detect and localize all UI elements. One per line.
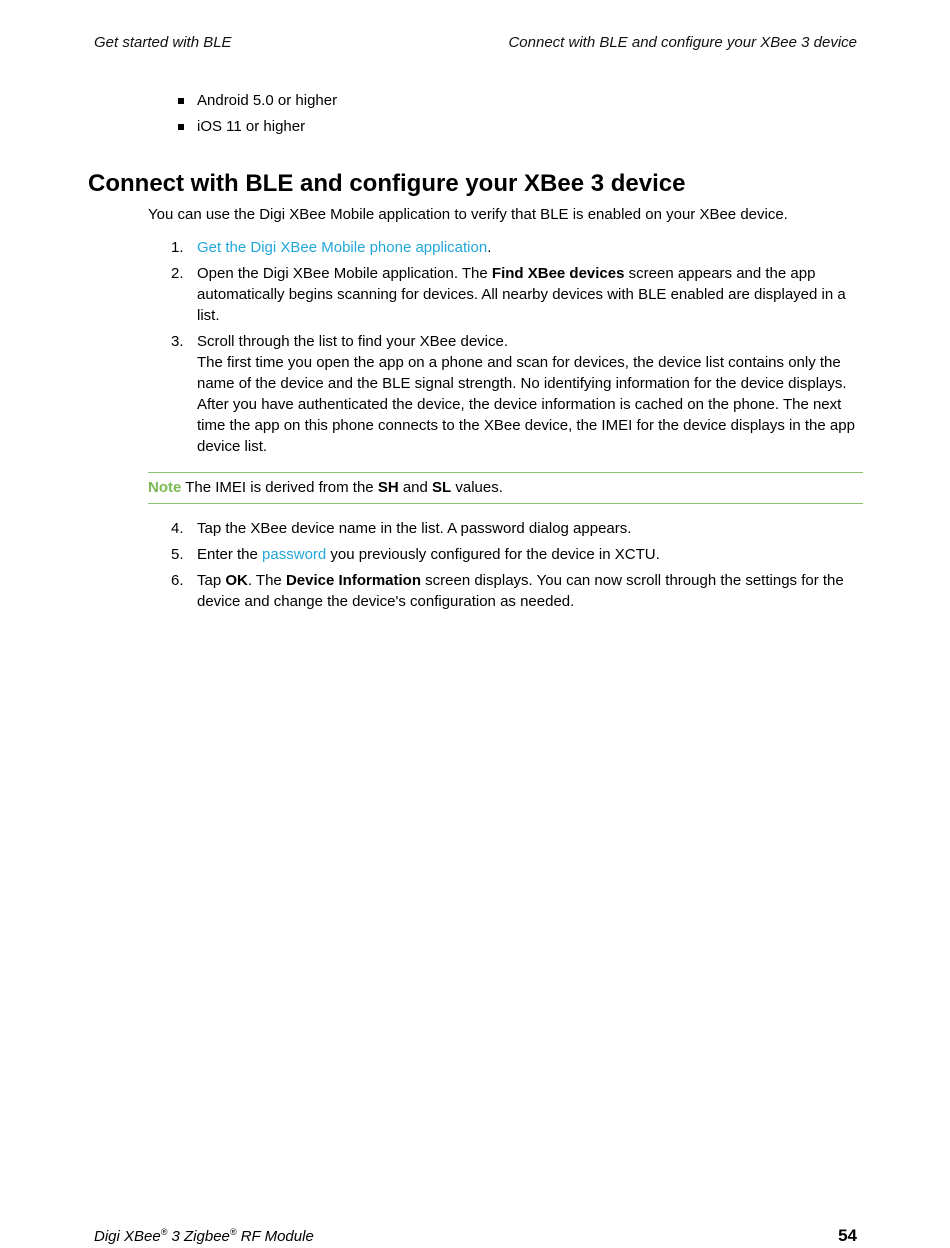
footer-text: 3 Zigbee bbox=[167, 1228, 230, 1245]
step-text: Open the Digi XBee Mobile application. The bbox=[197, 265, 492, 282]
step-text: . The bbox=[247, 572, 286, 589]
footer-text: RF Module bbox=[236, 1228, 314, 1245]
note-text: and bbox=[398, 479, 433, 496]
step-number: 4. bbox=[171, 520, 184, 537]
step-number: 3. bbox=[171, 333, 184, 350]
note-box bbox=[148, 472, 863, 504]
step-3 bbox=[148, 331, 860, 457]
step-text: Enter the bbox=[197, 546, 263, 563]
section-heading: Connect with BLE and configure your XBee 3 device bbox=[88, 170, 686, 197]
note-emphasis: SH bbox=[377, 479, 399, 496]
step-number: 1. bbox=[171, 239, 184, 256]
step-text: . bbox=[487, 239, 492, 256]
list-item: Android 5.0 or higher bbox=[174, 90, 337, 111]
page-number: 54 bbox=[838, 1226, 857, 1245]
steps-list-continued bbox=[148, 518, 860, 617]
step-text: screen appears and the app automatically begins scanning for devices. All nearby devices with BLE enabled are displayed in a list. bbox=[197, 265, 846, 324]
registered-mark: ® bbox=[160, 1227, 168, 1237]
step-number: 6. bbox=[171, 572, 184, 589]
list-item: iOS 11 or higher bbox=[174, 116, 337, 137]
note-emphasis: SL bbox=[432, 479, 452, 496]
step-detail: The first time you open the app on a phone and scan for devices, the device list contains only the name of the device and the BLE signal strength. No identifying information for the device displays. After you have authenticated the device, the device information is cached on the phone. The next time the app on this phone connects to the XBee device, the IMEI for the device displays in the app device list. bbox=[197, 354, 855, 455]
step-text: Scroll through the list to find your XBee device. bbox=[197, 333, 509, 350]
requirements-list bbox=[174, 90, 337, 142]
step-number: 5. bbox=[171, 546, 184, 563]
step-1 bbox=[148, 237, 860, 258]
step-text: Tap the XBee device name in the list. A password dialog appears. bbox=[197, 520, 632, 537]
step-text: you previously configured for the device in XCTU. bbox=[326, 546, 660, 563]
running-header-left: Get started with BLE bbox=[94, 34, 232, 51]
step-emphasis: Find XBee devices bbox=[491, 265, 625, 282]
step-2 bbox=[148, 263, 860, 326]
footer-product-name bbox=[94, 1227, 314, 1245]
steps-list bbox=[148, 237, 860, 462]
step-text: Tap bbox=[197, 572, 226, 589]
note-label: Note bbox=[148, 479, 182, 496]
note-text: values. bbox=[451, 479, 503, 496]
get-app-link[interactable]: Get the Digi XBee Mobile phone application bbox=[197, 239, 488, 256]
registered-mark: ® bbox=[229, 1227, 237, 1237]
step-number: 2. bbox=[171, 265, 184, 282]
step-emphasis: Device Information bbox=[285, 572, 421, 589]
footer-text: Digi XBee bbox=[94, 1228, 161, 1245]
step-text: screen displays. You can now scroll through the settings for the device and change the device's configuration as needed. bbox=[197, 572, 844, 610]
password-link[interactable]: password bbox=[262, 546, 327, 563]
step-emphasis: OK bbox=[225, 572, 248, 589]
step-6 bbox=[148, 570, 860, 612]
step-4 bbox=[148, 518, 860, 539]
running-header-right: Connect with BLE and configure your XBee 3 device bbox=[508, 34, 857, 51]
intro-paragraph: You can use the Digi XBee Mobile application to verify that BLE is enabled on your XBee device. bbox=[148, 206, 788, 223]
note-text: The IMEI is derived from the bbox=[181, 479, 378, 496]
step-5 bbox=[148, 544, 860, 565]
